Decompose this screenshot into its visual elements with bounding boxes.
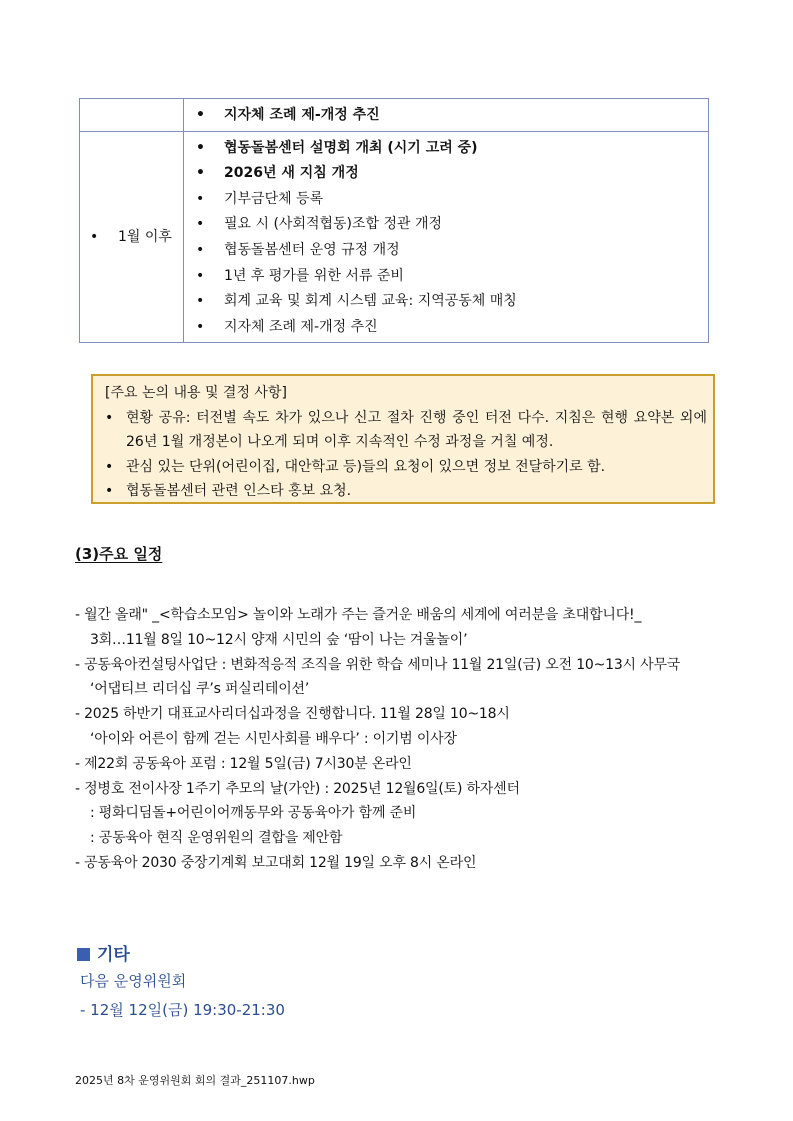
list-item: • 지자체 조례 제-개정 추진 — [196, 315, 708, 341]
schedule-line: ‘어댑티브 리더십 쿠’s 퍼실리테이션’ — [90, 681, 310, 698]
task-list — [184, 132, 708, 343]
table-row — [80, 131, 709, 343]
task-list — [184, 99, 708, 131]
etc-heading — [77, 940, 130, 965]
list-item: • 필요 시 (사회적협동)조합 정관 개정 — [196, 212, 708, 238]
schedule-line: - 월간 올래" _<학습소모임> 놀이와 노래가 주는 즐거운 배움의 세계에 여러분을 초대합니다!_ — [75, 607, 642, 623]
footer-filename: 2025년 8차 운영위원회 회의 결과_251107.hwp — [75, 1074, 315, 1087]
list-item: • 관심 있는 단위(어린이집, 대안학교 등)들의 요청이 있으면 정보 전달하기로 함. — [105, 455, 707, 480]
schedule-line: ‘아이와 어른이 함께 걷는 시민사회를 배우다’ : 이기범 이사장 — [90, 730, 457, 747]
plan-table — [79, 98, 709, 343]
notes-list — [105, 406, 707, 504]
schedule-line: : 평화디딤돌+어린이어깨동무와 공동육아가 함께 준비 — [90, 805, 417, 822]
list-item: • 현황 공유: 터전별 속도 차가 있으나 신고 절차 진행 중인 터전 다수. 지침은 현행 요약본 외에 26년 1월 개정본이 나오게 되며 이후 지속적인 수정 과정을 거칠 예정. — [105, 406, 707, 455]
items-cell — [184, 131, 709, 343]
list-item: • 협동돌봄센터 설명회 개최 (시기 고려 중) — [196, 136, 708, 162]
schedule-line: : 공동육아 현직 운영위원의 결합을 제안함 — [90, 830, 343, 847]
list-item: • 2026년 새 지침 개정 — [196, 161, 708, 187]
next-meeting-label: 다음 운영위원회 — [80, 972, 187, 990]
list-item: • 1년 후 평가를 위한 서류 준비 — [196, 264, 708, 290]
schedule-line: - 공동육아컨설팅사업단 : 변화적응적 조직을 위한 학습 세미나 11월 21일(금) 오전 10~13시 사무국 — [75, 656, 681, 673]
next-meeting-date: - 12월 12일(금) 19:30-21:30 — [80, 1001, 285, 1019]
square-bullet-icon — [77, 948, 90, 961]
schedule-line: 3회…11월 8일 10~12시 양재 시민의 숲 ‘땀이 나는 겨울놀이’ — [90, 631, 468, 648]
discussion-notes-box — [91, 374, 715, 504]
schedule-line: - 공동육아 2030 중장기계획 보고대회 12월 19일 오후 8시 온라인 — [75, 854, 477, 871]
list-item: • 지자체 조례 제-개정 추진 — [196, 103, 708, 129]
etc-title: 기타 — [97, 945, 130, 965]
list-item: • 회계 교육 및 회계 시스템 교육: 지역공동체 매칭 — [196, 289, 708, 315]
schedule-line: - 2025 하반기 대표교사리더십과정을 진행합니다. 11월 28일 10~18시 — [75, 706, 510, 723]
period-cell — [80, 99, 184, 132]
schedule-line: - 제22회 공동육아 포럼 : 12월 5일(금) 7시30분 온라인 — [75, 755, 412, 772]
schedule-line: - 정병호 전이사장 1주기 추모의 날(가안) : 2025년 12월6일(토) 하자센터 — [75, 780, 520, 797]
items-cell — [184, 99, 709, 132]
list-item: • 협동돌봄센터 운영 규정 개정 — [196, 238, 708, 264]
list-item: • 협동돌봄센터 관련 인스타 홍보 요청. — [105, 479, 707, 504]
period-list — [90, 221, 183, 253]
schedule-list — [75, 603, 725, 876]
period-label: • 1월 이후 — [90, 225, 183, 251]
list-item: • 기부금단체 등록 — [196, 187, 708, 213]
table-row — [80, 99, 709, 132]
period-cell — [80, 131, 184, 343]
notes-title: [주요 논의 내용 및 결정 사항] — [105, 385, 287, 401]
section-title: (3)주요 일정 — [75, 545, 163, 563]
